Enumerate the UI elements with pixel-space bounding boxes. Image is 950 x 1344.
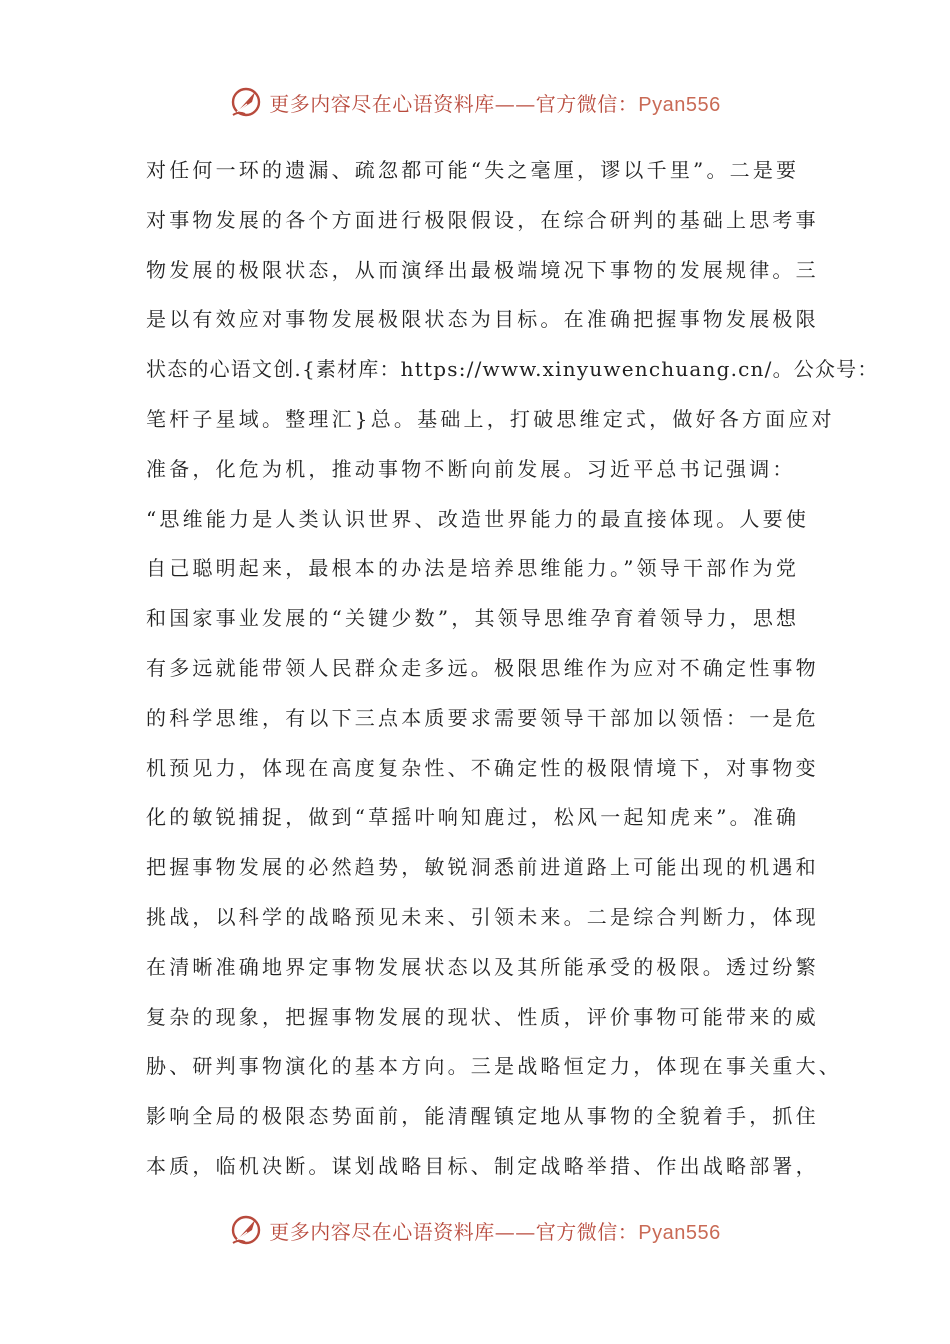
- header-banner: [0, 82, 950, 122]
- text-line: 准备，化危为机，推动事物不断向前发展。习近平总书记强调：: [146, 456, 796, 481]
- text-line: 胁、研判事物演化的基本方向。三是战略恒定力，体现在事关重大、: [146, 1054, 842, 1079]
- text-line: 机预见力，体现在高度复杂性、不确定性的极限情境下，对事物变: [146, 755, 819, 780]
- footer-slogan: 更多内容尽在心语资料库——官方微信：: [269, 1219, 639, 1244]
- header-slogan: 更多内容尽在心语资料库——官方微信：: [269, 91, 639, 116]
- text-line: 和国家事业发展的“关键少数”，其领导思维孕育着领导力，思想: [146, 606, 800, 631]
- text-line: 的科学思维，有以下三点本质要求需要领导干部加以领悟：一是危: [146, 705, 819, 730]
- footer-banner: [0, 1210, 950, 1250]
- footer-banner-text: [269, 1216, 720, 1245]
- quill-logo-icon: [229, 85, 263, 119]
- text-line: 化的敏锐捕捉，做到“草摇叶响知鹿过，松风一起知虎来”。准确: [146, 805, 800, 830]
- text-line: 对事物发展的各个方面进行极限假设，在综合研判的基础上思考事: [146, 207, 819, 232]
- text-line: 状态的心语文创.{素材库：https://www.xinyuwenchuang.cn/。公众号：: [146, 357, 879, 382]
- text-line: 挑战，以科学的战略预见未来、引领未来。二是综合判断力，体现: [146, 904, 819, 929]
- text-line: 影响全局的极限态势面前，能清醒镇定地从事物的全貌着手，抓住: [146, 1104, 819, 1129]
- text-line: 复杂的现象，把握事物发展的现状、性质，评价事物可能带来的威: [146, 1004, 819, 1029]
- text-line: 有多远就能带领人民群众走多远。极限思维作为应对不确定性事物: [146, 655, 819, 680]
- header-wechat-id: Pyan556: [638, 93, 721, 116]
- text-line: “思维能力是人类认识世界、改造世界能力的最直接体现。人要使: [146, 506, 810, 531]
- footer-wechat-id: Pyan556: [638, 1221, 721, 1244]
- text-line: 在清晰准确地界定事物发展状态以及其所能承受的极限。透过纷繁: [146, 954, 819, 979]
- text-line: 自己聪明起来，最根本的办法是培养思维能力。”领导干部作为党: [146, 556, 800, 581]
- text-line: 本质，临机决断。谋划战略目标、制定战略举措、作出战略部署，: [146, 1153, 819, 1178]
- text-line: 物发展的极限状态，从而演绎出最极端境况下事物的发展规律。三: [146, 257, 819, 282]
- text-line: 对任何一环的遗漏、疏忽都可能“失之毫厘，谬以千里”。二是要: [146, 158, 800, 182]
- text-line: 笔杆子星域。整理汇}总。基础上，打破思维定式，做好各方面应对: [146, 406, 835, 431]
- text-line: 是以有效应对事物发展极限状态为目标。在准确把握事物发展极限: [146, 307, 819, 332]
- header-banner-text: [269, 88, 720, 117]
- text-line: 把握事物发展的必然趋势，敏锐洞悉前进道路上可能出现的机遇和: [146, 855, 819, 880]
- quill-logo-icon: [229, 1213, 263, 1247]
- document-body: [146, 146, 879, 1192]
